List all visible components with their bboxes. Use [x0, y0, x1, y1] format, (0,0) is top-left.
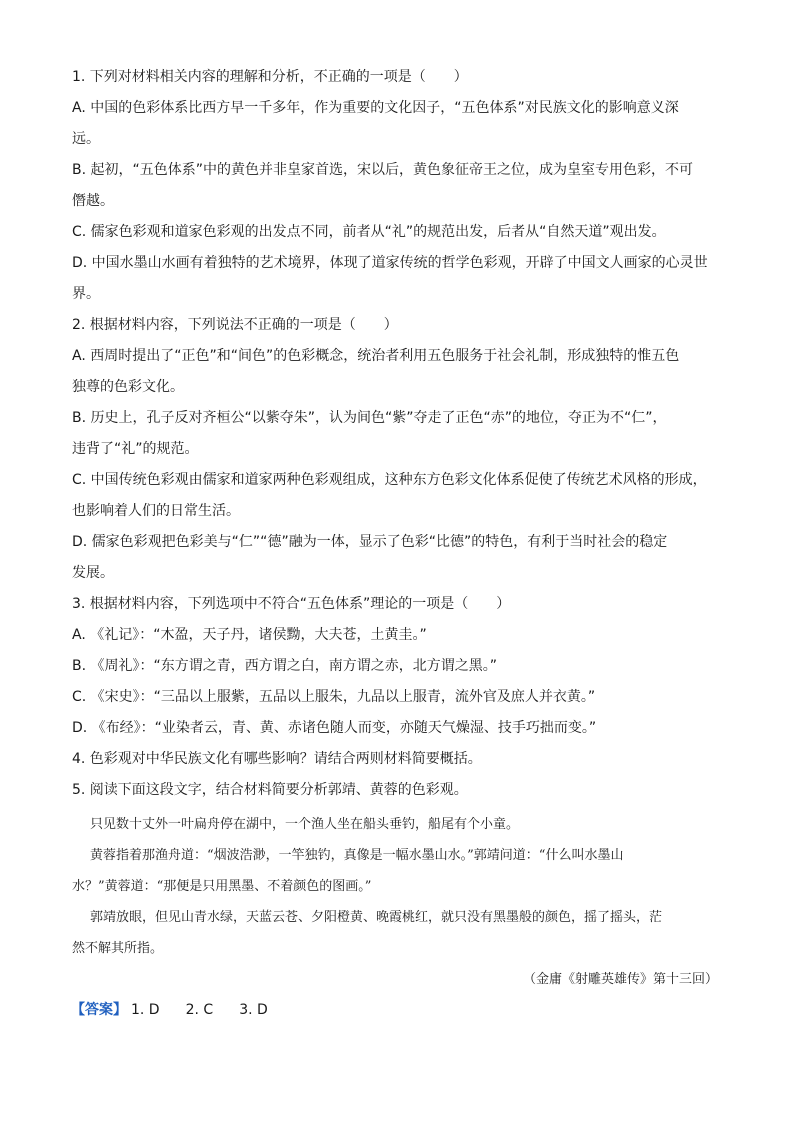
q1-option-b: B. 起初，“五色体系”中的黄色并非皇家首选，宋以后，黄色象征帝王之位，成为皇室专用色彩，不可 — [72, 162, 694, 178]
question-4-stem: 4. 色彩观对中华民族文化有哪些影响？请结合两则材料简要概括。 — [72, 751, 482, 767]
passage-paragraph-3: 郭靖放眼，但见山青水绿，天蓝云苍、夕阳橙黄、晚霞桃红，就只没有黑墨般的颜色，摇了摇头，茫 — [90, 910, 663, 925]
q1-option-d-cont: 界。 — [72, 286, 100, 302]
answer-3: 3. D — [239, 1002, 268, 1018]
question-3-stem: 3. 根据材料内容，下列选项中不符合“五色体系”理论的一项是（ ） — [72, 596, 511, 612]
question-content — [72, 62, 724, 1026]
passage-source: （金庸《射雕英雄传》第十三回） — [522, 972, 718, 987]
q3-option-a: A. 《礼记》：“木盈，天子丹，诸侯黝，大夫苍，土黄圭。” — [72, 627, 427, 643]
q2-option-b-cont: 违背了“礼”的规范。 — [72, 441, 199, 457]
q2-option-a-cont: 独尊的色彩文化。 — [72, 379, 184, 395]
q1-option-c: C. 儒家色彩观和道家色彩观的出发点不同，前者从“礼”的规范出发，后者从“自然天道”观出发。 — [72, 224, 666, 240]
reading-passage — [72, 809, 724, 995]
q3-option-d: D. 《布经》：“业染者云，青、黄、赤诸色随人而变，亦随天气燥湿、技手巧拙而变。” — [72, 720, 597, 736]
q1-option-a-cont: 远。 — [72, 131, 100, 147]
passage-paragraph-1: 只见数十丈外一叶扁舟停在湖中，一个渔人坐在船头垂钓，船尾有个小童。 — [90, 817, 520, 832]
q2-option-c: C. 中国传统色彩观由儒家和道家两种色彩观组成，这种东方色彩文化体系促使了传统艺术风格的形成， — [72, 472, 707, 488]
q2-option-d-cont: 发展。 — [72, 565, 114, 581]
q3-option-c: C. 《宋史》：“三品以上服紫，五品以上服朱，九品以上服青，流外官及庶人并衣黄。” — [72, 689, 596, 705]
q2-option-a: A. 西周时提出了“正色”和“间色”的色彩概念，统治者利用五色服务于社会礼制，形成独特的惟五色 — [72, 348, 680, 364]
q2-option-c-cont: 也影响着人们的日常生活。 — [72, 503, 240, 519]
q1-option-b-cont: 僭越。 — [72, 193, 114, 209]
q1-option-a: A. 中国的色彩体系比西方早一千多年，作为重要的文化因子，“五色体系”对民族文化的影响意义深 — [72, 100, 679, 116]
answer-row — [71, 995, 724, 1026]
passage-paragraph-2: 黄蓉指着那渔舟道：“烟波浩渺，一竿独钓，真像是一幅水墨山水。”郭靖问道：“什么叫水墨山 — [90, 848, 624, 863]
question-5-stem: 5. 阅读下面这段文字，结合材料简要分析郭靖、黄蓉的色彩观。 — [72, 782, 468, 798]
question-2-stem: 2. 根据材料内容，下列说法不正确的一项是（ ） — [72, 317, 398, 333]
q2-option-d: D. 儒家色彩观把色彩美与“仁”“德”融为一体，显示了色彩“比德”的特色，有利于当时社会的稳定 — [72, 534, 668, 550]
answer-2: 2. C — [185, 1002, 214, 1018]
passage-paragraph-2-cont: 水？”黄蓉道：“那便是只用黑墨、不着颜色的图画。” — [72, 879, 372, 894]
answer-1: 1. D — [131, 1002, 160, 1018]
answer-label: 【答案】 — [71, 1002, 127, 1018]
q3-option-b: B. 《周礼》：“东方谓之青，西方谓之白，南方谓之赤，北方谓之黑。” — [72, 658, 498, 674]
q1-option-d: D. 中国水墨山水画有着独特的艺术境界，体现了道家传统的哲学色彩观，开辟了中国文人画家的心灵世 — [72, 255, 708, 271]
passage-paragraph-3-cont: 然不解其所指。 — [72, 941, 164, 956]
q2-option-b: B. 历史上，孔子反对齐桓公“以紫夺朱”，认为间色“紫”夺走了正色“赤”的地位，夺正为不“仁”， — [72, 410, 667, 426]
question-1-stem: 1. 下列对材料相关内容的理解和分析，不正确的一项是（ ） — [72, 69, 468, 85]
